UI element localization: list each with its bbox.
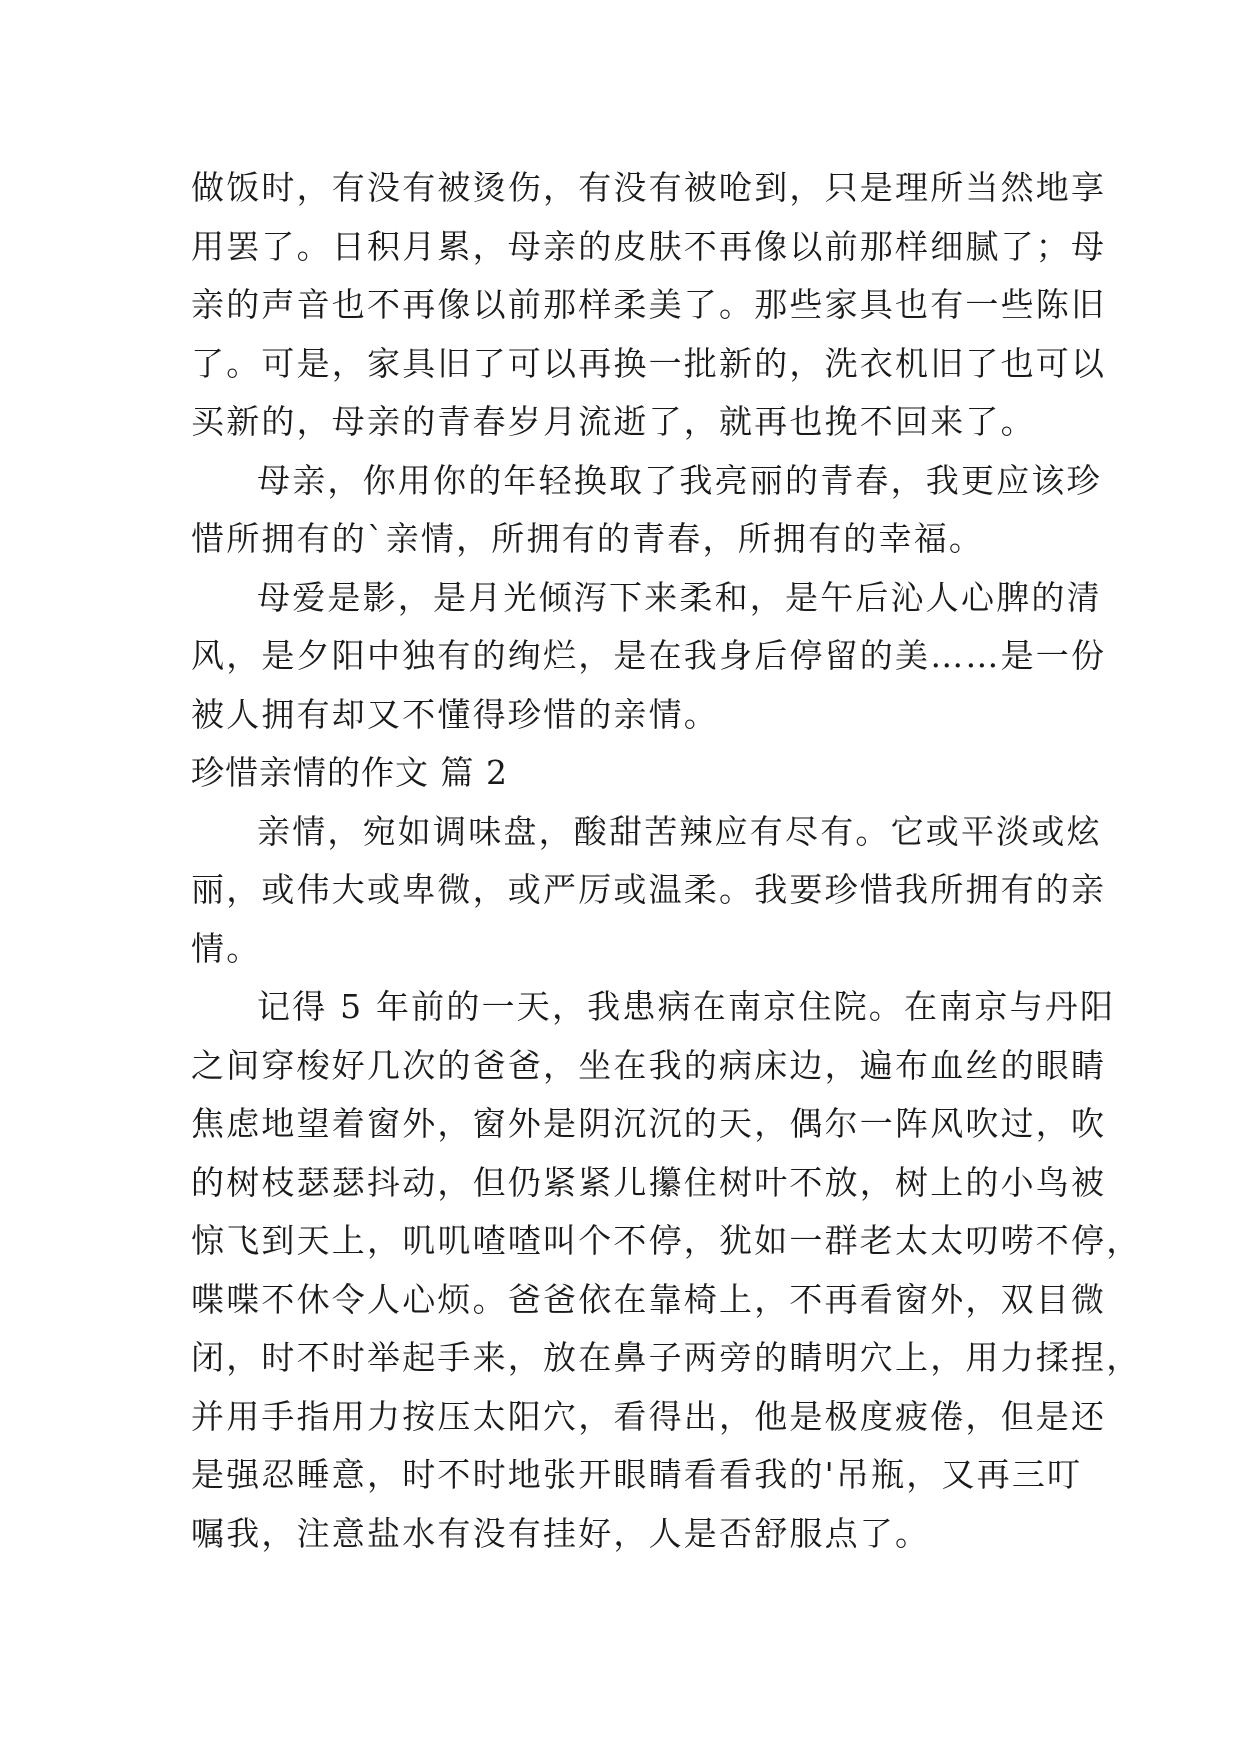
text-line: 丽，或伟大或卑微，或严厉或温柔。我要珍惜我所拥有的亲 <box>191 870 1107 909</box>
text-line: 惜所拥有的`亲情，所拥有的青春，所拥有的幸福。 <box>191 519 985 558</box>
section-heading: 珍惜亲情的作文 篇 2 <box>191 753 508 792</box>
text-line: 焦虑地望着窗外，窗外是阴沉沉的天，偶尔一阵风吹过，吹 <box>191 1104 1107 1143</box>
text-line: 闭，时不时举起手来，放在鼻子两旁的睛明穴上，用力揉捏， <box>191 1338 1142 1377</box>
text-line: 了。可是，家具旧了可以再换一批新的，洗衣机旧了也可以 <box>191 343 1107 383</box>
paragraph <box>191 159 1107 452</box>
text-line: 母亲，你用你的年轻换取了我亮丽的青春，我更应该珍 <box>257 460 1102 500</box>
paragraph <box>191 978 1142 1563</box>
text-line: 嘱我，注意盐水有没有挂好，人是否舒服点了。 <box>191 1513 931 1553</box>
text-line: 用罢了。日积月累，母亲的皮肤不再像以前那样细腻了；母 <box>191 226 1107 266</box>
text-line: 风，是夕阳中独有的绚烂，是在我身后停留的美……是一份 <box>191 636 1107 675</box>
text-line: 喋喋不休令人心烦。爸爸依在靠椅上，不再看窗外，双目微 <box>191 1279 1107 1319</box>
paragraph <box>191 803 1107 979</box>
text-line: 并用手指用力按压太阳穴，看得出，他是极度疲倦，但是还 <box>191 1396 1107 1436</box>
text-line: 之间穿梭好几次的爸爸，坐在我的病床边，遍布血丝的眼睛 <box>191 1045 1107 1085</box>
article-body <box>191 159 1142 1563</box>
text-line: 亲情，宛如调味盘，酸甜苦辣应有尽有。它或平淡或炫 <box>257 811 1102 851</box>
paragraph <box>191 569 1107 745</box>
text-line: 买新的，母亲的青春岁月流逝了，就再也挽不回来了。 <box>191 402 1036 441</box>
text-line: 惊飞到天上，叽叽喳喳叫个不停，犹如一群老太太叨唠不停， <box>191 1221 1142 1260</box>
text-line: 亲的声音也不再像以前那样柔美了。那些家具也有一些陈旧 <box>191 285 1107 324</box>
text-line: 记得 5 年前的一天，我患病在南京住院。在南京与丹阳 <box>257 987 1116 1026</box>
paragraph <box>191 452 1102 569</box>
text-line: 做饭时，有没有被烫伤，有没有被呛到，只是理所当然地享 <box>191 168 1107 207</box>
text-line: 母爱是影，是月光倾泻下来柔和，是午后沁人心脾的清 <box>257 577 1102 617</box>
text-line: 的树枝瑟瑟抖动，但仍紧紧儿攥住树叶不放，树上的小鸟被 <box>191 1162 1107 1202</box>
text-line: 情。 <box>191 928 262 968</box>
text-line: 被人拥有却又不懂得珍惜的亲情。 <box>191 694 719 734</box>
text-line: 是强忍睡意，时不时地张开眼睛看看我的'吊瓶，又再三叮 <box>191 1455 1083 1494</box>
